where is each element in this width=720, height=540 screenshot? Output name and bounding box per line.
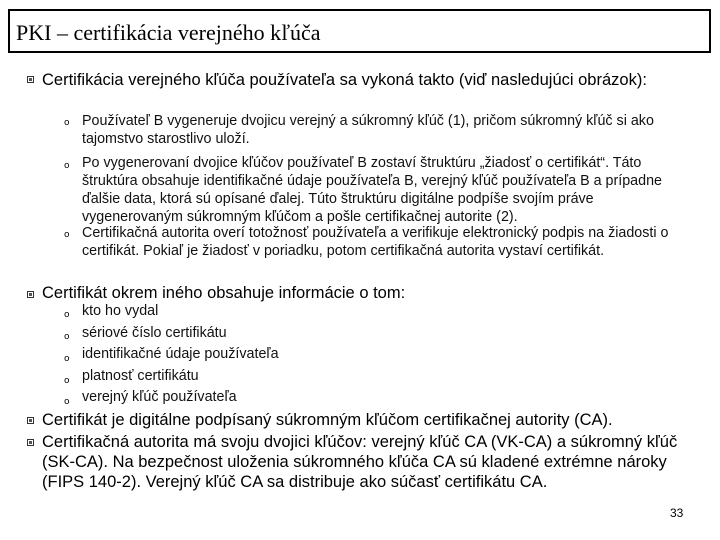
square-bullet-icon [27, 439, 34, 446]
circle-bullet-icon: o [64, 230, 70, 240]
slide-title: PKI – certifikácia verejného kľúča [16, 20, 321, 45]
square-bullet-icon [27, 291, 34, 298]
bullet-3-text: Certifikát je digitálne podpísaný súkromným kľúčom certifikačnej autority (CA). [42, 411, 613, 429]
bullet-1-sub-1: Používateľ B vygeneruje dvojicu verejný a súkromný kľúč (1), pričom súkromný kľúč si ako tajomstvo starostlivo uloží. [82, 113, 654, 147]
circle-bullet-icon: o [64, 118, 70, 128]
square-bullet-icon [27, 417, 34, 424]
circle-bullet-icon: o [64, 376, 70, 386]
circle-bullet-icon: o [64, 332, 70, 342]
bullet-2-sub-4: platnosť certifikátu [82, 368, 199, 384]
circle-bullet-icon: o [64, 161, 70, 171]
bullet-2-text: Certifikát okrem iného obsahuje informácie o tom: [42, 284, 406, 302]
bullet-4-text: Certifikačná autorita má svoju dvojici kľúčov: verejný kľúč CA (VK-CA) a súkromný kľúč (SK-CA). Na bezpečnost uloženia súkromného kľúča CA sú kladené extrémne nároky (FIPS 140-2). Verejný kľúč CA sa distribuje ako súčasť certifikátu CA. [42, 433, 678, 491]
bullet-1-text: Certifikácia verejného kľúča používateľa sa vykoná takto (viď nasledujúci obrázok): [42, 71, 647, 89]
page-number: 33 [670, 506, 684, 520]
circle-bullet-icon: o [64, 397, 70, 407]
bullet-1-sub-2: Po vygenerovaní dvojice kľúčov používateľ B zostaví štruktúru „žiadosť o certifikát“. Táto štruktúra obsahuje identifikačné údaje používateľa B, verejný kľúč používateľa B a prípadne ďalšie data, ktorá sú opísané ďalej. Túto štruktúru digitálne podpíše svojím práve vygenerovaným súkromným kľúčom a pošle certifikačnej autorite (2). [82, 155, 662, 225]
bullet-2-sub-5: verejný kľúč používateľa [82, 389, 237, 405]
circle-bullet-icon: o [64, 310, 70, 320]
square-bullet-icon [27, 76, 34, 83]
bullet-2-sub-3: identifikačné údaje používateľa [82, 346, 279, 362]
slide-title-box [8, 9, 711, 53]
circle-bullet-icon: o [64, 354, 70, 364]
bullet-1-sub-3: Certifikačná autorita overí totožnosť používateľa a verifikuje elektronický podpis na žiadosti o certifikát. Pokiaľ je žiadosť v poriadku, potom certifikačná autorita vystaví certifikát. [82, 225, 669, 259]
bullet-2-sub-1: kto ho vydal [82, 303, 159, 319]
bullet-2-sub-2: sériové číslo certifikátu [82, 325, 227, 341]
